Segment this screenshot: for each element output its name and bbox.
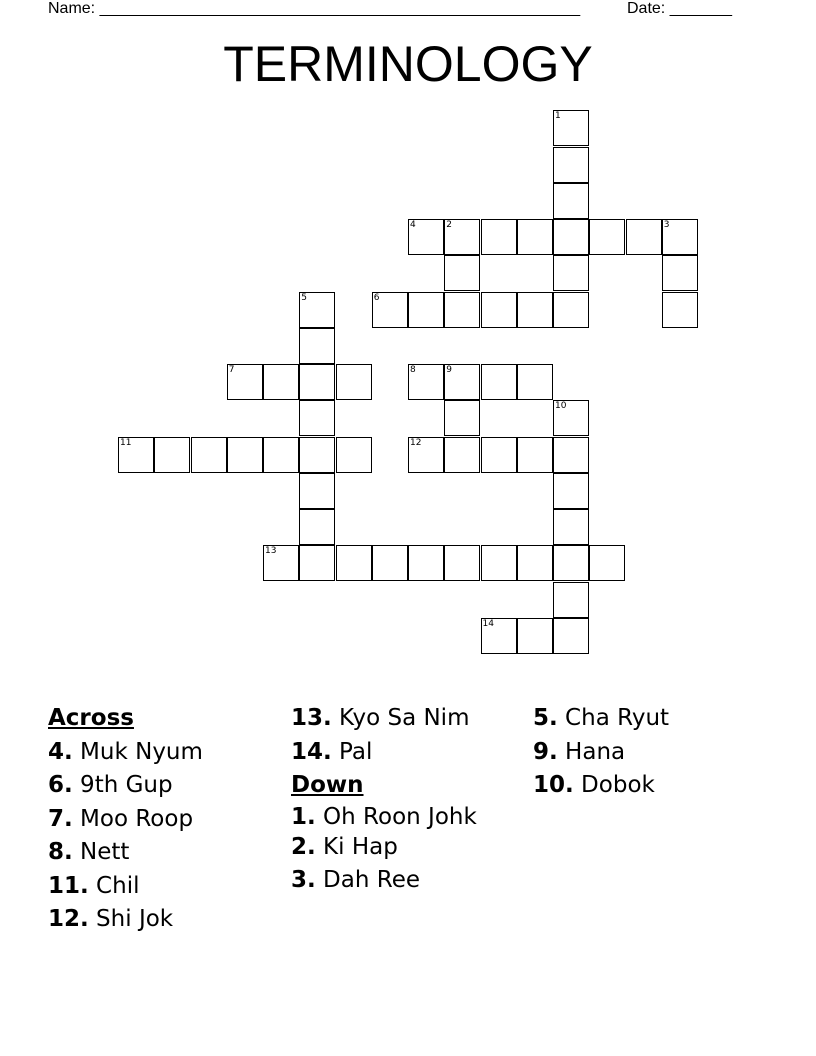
crossword-cell[interactable] (481, 545, 517, 581)
crossword-cell[interactable] (589, 545, 625, 581)
clue-item-number: 10. (533, 772, 574, 798)
clue-item-text: Moo Roop (72, 805, 194, 832)
clue-number: 11 (120, 437, 132, 448)
crossword-cell[interactable] (336, 545, 372, 581)
clue-item (533, 769, 763, 803)
clue-item (48, 736, 278, 770)
clue-item (291, 831, 521, 865)
crossword-cell[interactable] (118, 437, 154, 473)
clue-number: 2 (446, 220, 452, 230)
clue-column-3 (533, 702, 763, 803)
crossword-cell[interactable] (553, 147, 589, 183)
clue-number: 1 (555, 111, 561, 122)
clue-item-number: 4. (48, 738, 73, 765)
crossword-cell[interactable] (517, 545, 553, 581)
crossword-cell[interactable] (553, 545, 589, 581)
crossword-cell[interactable] (299, 292, 335, 328)
clue-column-2 (291, 702, 521, 898)
clue-item-text: Cha Ryut (557, 705, 670, 731)
crossword-cell[interactable] (444, 219, 480, 255)
crossword-cell[interactable] (553, 255, 589, 291)
crossword-cell[interactable] (444, 545, 480, 581)
crossword-cell[interactable] (662, 255, 698, 291)
crossword-cell[interactable] (336, 437, 372, 473)
crossword-cell[interactable] (408, 364, 444, 400)
crossword-cell[interactable] (553, 400, 589, 436)
crossword-cell[interactable] (444, 400, 480, 436)
crossword-cell[interactable] (299, 473, 335, 509)
crossword-cell[interactable] (263, 545, 299, 581)
clue-item-text: Chil (88, 872, 140, 899)
clue-item-number: 5. (533, 705, 558, 731)
clue-number: 12 (410, 437, 422, 448)
crossword-cell[interactable] (154, 437, 190, 473)
clue-number: 14 (482, 618, 494, 629)
crossword-cell[interactable] (263, 437, 299, 473)
crossword-cell[interactable] (227, 437, 263, 473)
crossword-cell[interactable] (444, 255, 480, 291)
clue-number: 4 (410, 220, 416, 230)
crossword-cell[interactable] (517, 292, 553, 328)
clue-item-number: 13. (291, 705, 332, 731)
clue-item-number: 14. (291, 738, 332, 765)
crossword-cell[interactable] (408, 219, 444, 255)
crossword-cell[interactable] (517, 618, 553, 654)
clue-item-text: Pal (331, 738, 373, 765)
clue-item-number: 7. (48, 805, 73, 832)
clue-item (48, 803, 278, 837)
crossword-cell[interactable] (517, 364, 553, 400)
crossword-cell[interactable] (553, 618, 589, 654)
clue-item-text: Kyo Sa Nim (331, 705, 470, 731)
crossword-cell[interactable] (517, 437, 553, 473)
clue-item-text: Oh Roon Johk (315, 803, 477, 830)
crossword-cell[interactable] (336, 364, 372, 400)
crossword-cell[interactable] (553, 473, 589, 509)
crossword-cell[interactable] (589, 219, 625, 255)
crossword-cell[interactable] (662, 292, 698, 328)
crossword-cell[interactable] (553, 110, 589, 146)
clue-number: 8 (410, 365, 416, 375)
name-field-label: Name: ______________________________________________________ (48, 0, 581, 17)
clue-item-text: Ki Hap (315, 833, 398, 860)
clue-number: 9 (446, 365, 452, 375)
crossword-cell[interactable] (372, 292, 408, 328)
clue-number: 6 (373, 292, 380, 303)
clue-item-text: Dobok (573, 772, 655, 798)
crossword-cell[interactable] (299, 364, 335, 400)
crossword-cell[interactable] (299, 328, 335, 364)
clue-item (48, 903, 278, 937)
clue-item (291, 864, 521, 898)
date-field-label: Date: _______ (627, 0, 732, 17)
crossword-cell[interactable] (191, 437, 227, 473)
crossword-cell[interactable] (553, 582, 589, 618)
clue-item-text: Hana (557, 738, 626, 765)
clue-item-text: Dah Ree (315, 867, 421, 893)
clue-item (291, 702, 521, 736)
clue-item-number: 9. (533, 738, 558, 765)
clue-item (533, 702, 763, 736)
clue-column-1 (48, 702, 278, 937)
clue-item-text: Shi Jok (88, 906, 174, 932)
clue-item-number: 6. (48, 772, 73, 798)
crossword-cell[interactable] (444, 364, 480, 400)
crossword-cell[interactable] (408, 545, 444, 581)
crossword-cell[interactable] (662, 219, 698, 255)
crossword-cell[interactable] (481, 437, 517, 473)
down-heading: Down (291, 772, 364, 798)
crossword-cell[interactable] (481, 292, 517, 328)
clue-item-text: Nett (72, 839, 130, 865)
page-title: TERMINOLOGY (223, 36, 593, 92)
crossword-cell[interactable] (553, 183, 589, 219)
crossword-cell[interactable] (481, 618, 517, 654)
crossword-cell[interactable] (444, 437, 480, 473)
crossword-cell[interactable] (263, 364, 299, 400)
clue-item (48, 769, 278, 803)
clue-item (533, 736, 763, 770)
crossword-cell[interactable] (372, 545, 408, 581)
across-heading: Across (48, 705, 134, 731)
clue-item (291, 736, 521, 770)
crossword-cell[interactable] (408, 292, 444, 328)
crossword-cell[interactable] (553, 509, 589, 545)
clue-item-number: 11. (48, 872, 89, 899)
crossword-cell[interactable] (444, 292, 480, 328)
crossword-cell[interactable] (299, 545, 335, 581)
clue-number: 13 (265, 546, 277, 557)
crossword-cell[interactable] (553, 219, 589, 255)
clue-item-number: 1. (291, 803, 316, 830)
clue-item-number: 12. (48, 906, 89, 932)
clue-item (48, 836, 278, 870)
clue-item-number: 2. (291, 833, 316, 860)
crossword-cell[interactable] (299, 400, 335, 436)
crossword-cell[interactable] (299, 509, 335, 545)
crossword-cell[interactable] (227, 364, 263, 400)
crossword-cell[interactable] (553, 292, 589, 328)
clue-item-text: Muk Nyum (72, 738, 203, 765)
crossword-cell[interactable] (626, 219, 662, 255)
clue-number: 7 (228, 365, 235, 375)
clue-item-number: 3. (291, 867, 316, 893)
crossword-cell[interactable] (408, 437, 444, 473)
clue-number: 5 (301, 292, 307, 303)
clue-item-number: 8. (48, 839, 73, 865)
clue-number: 10 (555, 401, 567, 412)
clue-number: 3 (663, 220, 670, 230)
clue-item (48, 870, 278, 904)
crossword-cell[interactable] (299, 437, 335, 473)
clue-item (291, 803, 481, 831)
crossword-cell[interactable] (517, 219, 553, 255)
crossword-cell[interactable] (481, 364, 517, 400)
crossword-cell[interactable] (481, 219, 517, 255)
crossword-cell[interactable] (553, 437, 589, 473)
clue-item-text: 9th Gup (72, 772, 173, 798)
